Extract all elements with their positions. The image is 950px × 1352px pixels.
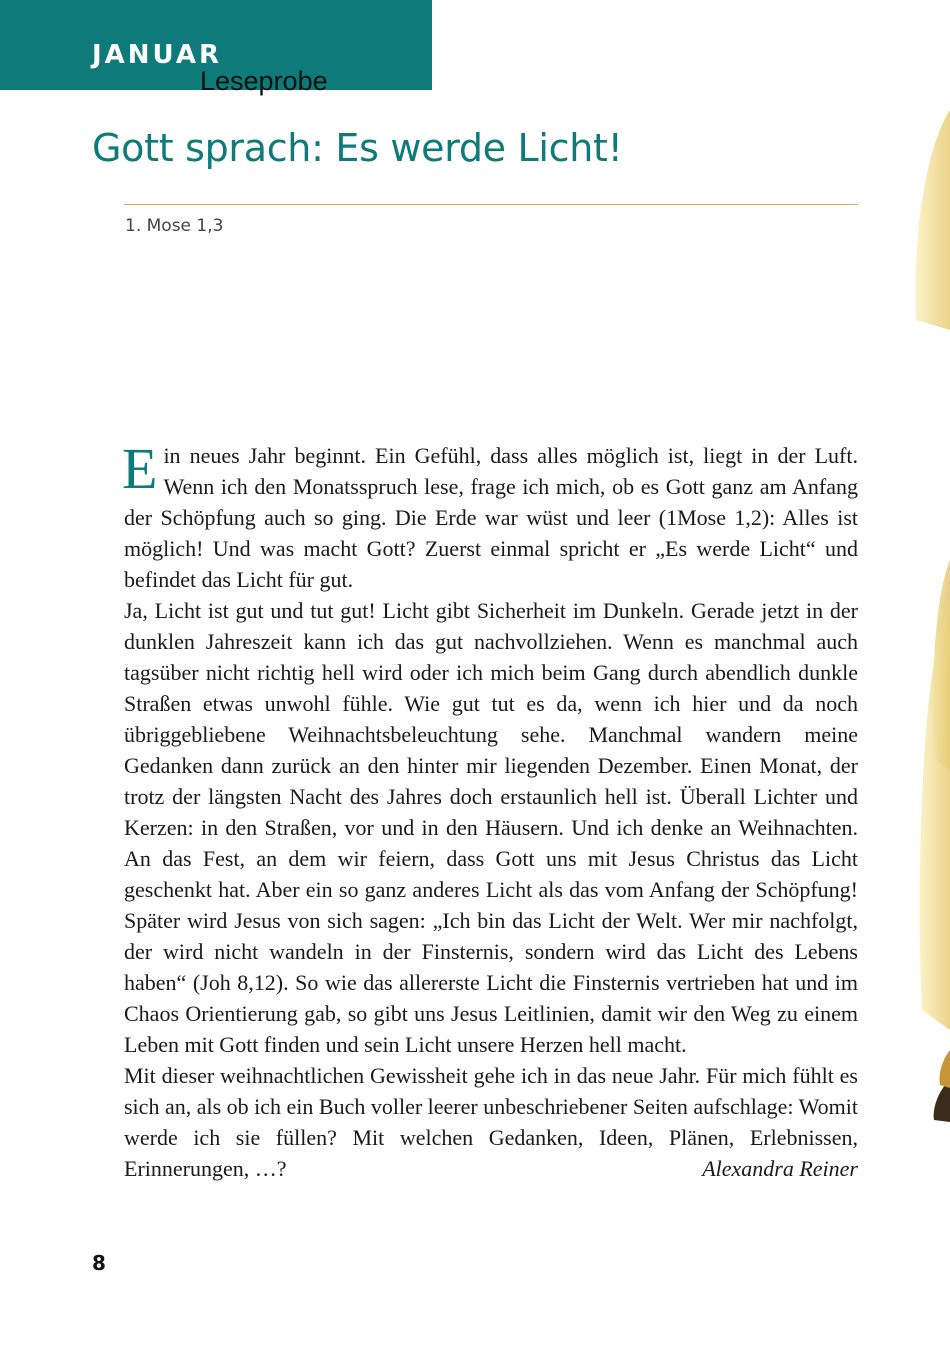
paragraph-3-text: Mit dieser weihnachtlichen Gewissheit gehe ich in das neue Jahr. Für mich fühlt es sich an, als ob ich ein Buch voller leerer unbeschriebener Seiten aufschlage: Womit werde ich sie füllen? Mit welchen Gedanken, Ideen, Plänen, Erlebnissen, Erinnerungen, …? (124, 1063, 858, 1181)
book-page-illustration (850, 0, 950, 1352)
paragraph-1 (122, 436, 858, 595)
paragraph-1-text: in neues Jahr beginnt. Ein Gefühl, dass alles möglich ist, liegt in der Luft. Wenn ich den Monatsspruch lese, frage ich mich, ob es Gott ganz am Anfang der Schöpfung auch so ging. Die Erde war wüst und leer (1Mose 1,2): Alles ist möglich! Und was macht Gott? Zuerst einmal spricht er „Es werde Licht“ und befindet das Licht für gut. (124, 443, 858, 592)
drop-cap: E (122, 436, 158, 501)
month-label: JANUAR (92, 40, 223, 70)
title-divider (124, 204, 858, 205)
article-body (122, 436, 858, 1184)
page-number: 8 (92, 1251, 106, 1275)
paragraph-2: Ja, Licht ist gut und tut gut! Licht gibt Sicherheit im Dunkeln. Gerade jetzt in der dunklen Jahreszeit kann ich das gut nachvollziehen. Wenn es manchmal auch tagsüber nicht richtig hell wird oder ich mich beim Gang durch abendlich dunkle Straßen etwas unwohl fühle. Wie gut tut es da, wenn ich hier und da noch übriggebliebene Weihnachtsbeleuchtung sehe. Manchmal wandern meine Gedanken dann zurück an den hinter mir liegenden Dezember. Einen Monat, der trotz der längsten Nacht des Jahres doch erstaunlich hell ist. Überall Lichter und Kerzen: in den Straßen, vor und in den Häusern. Und ich denke an Weihnachten. An das Fest, an dem wir feiern, dass Gott uns mit Jesus Christus das Licht geschenkt hat. Aber ein so ganz anderes Licht als das vom Anfang der Schöpfung! Später wird Jesus von sich sagen: „Ich bin das Licht der Welt. Wer mir nachfolgt, der wird nicht wandeln in der Finsternis, sondern wird das Licht des Lebens haben“ (Joh 8,12). So wie das allererste Licht die Finsternis vertrieben hat und im Chaos Orientierung gab, so gibt uns Jesus Leitlinien, damit wir den Weg zu einem Leben mit Gott finden und sein Licht unsere Herzen hell macht. (124, 598, 858, 1057)
author-signature: Alexandra Reiner (702, 1156, 858, 1181)
bible-reference: 1. Mose 1,3 (125, 216, 224, 236)
page-title: Gott sprach: Es werde Licht! (92, 126, 623, 170)
preview-stamp: Leseprobe (200, 66, 328, 96)
paragraph-3 (124, 1060, 858, 1184)
